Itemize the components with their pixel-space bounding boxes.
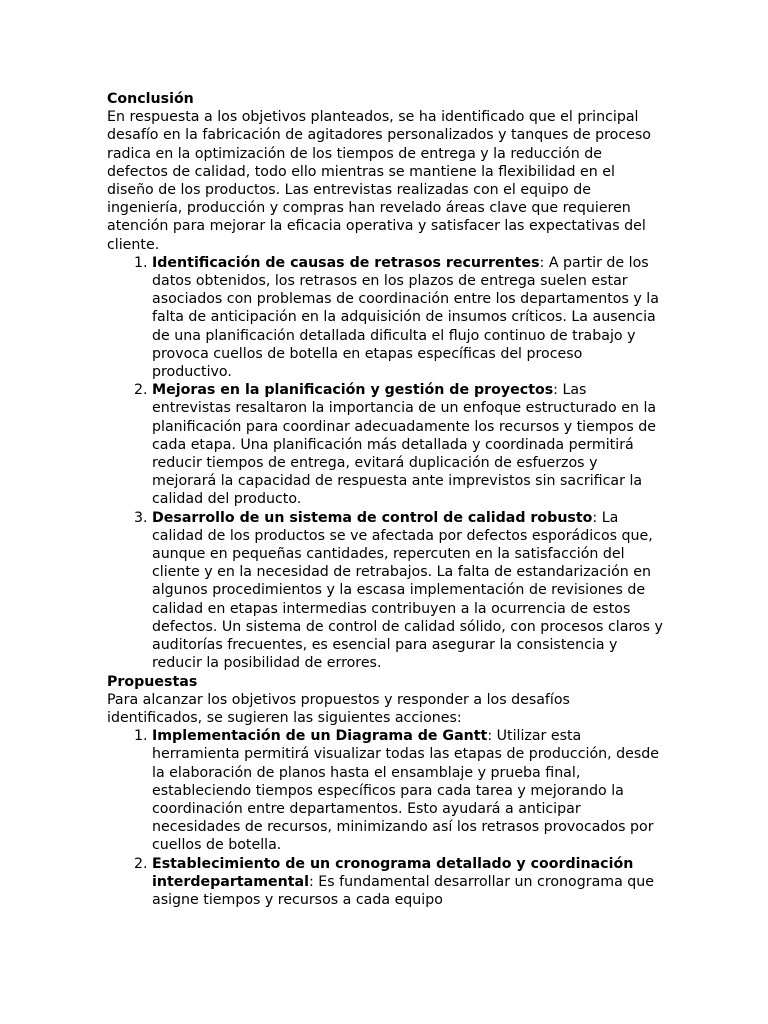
document-page bbox=[107, 90, 663, 909]
proposals-intro: Para alcanzar los objetivos propuestos y responder a los desafíos identificados, se sugieren las siguientes acciones: bbox=[107, 691, 570, 726]
proposals-item-2 bbox=[152, 855, 663, 910]
conclusion-item-2-term: Mejoras en la planificación y gestión de proyectos bbox=[152, 382, 554, 399]
conclusion-item-2-text: : Las entrevistas resaltaron la importancia de un enfoque estructurado en la planificación para coordinar adecuadamente los recursos y tiempos de cada etapa. Una planificación más detallada y coordinada permitirá reducir tiempos de entrega, evitará duplicación de esfuerzos y mejorará la capacidad de respuesta ante imprevistos sin sacrificar la calidad del producto. bbox=[152, 382, 657, 508]
proposals-section bbox=[107, 673, 663, 910]
proposals-item-1-term: Implementación de un Diagrama de Gantt bbox=[152, 728, 488, 745]
proposals-item-2-term: Establecimiento de un cronograma detallado y coordinación interdepartamental bbox=[152, 855, 634, 890]
proposals-heading: Propuestas bbox=[107, 673, 198, 690]
conclusion-item-3-text: : La calidad de los productos se ve afectada por defectos esporádicos que, aunque en pequeñas cantidades, repercuten en la satisfacción del cliente y en la necesidad de retrabajos. La falta de estandarización en algunos procedimientos y la escasa implementación de revisiones de calidad en etapas intermedias contribuyen a la ocurrencia de estos defectos. Un sistema de control de calidad sólido, con procesos claros y auditorías frecuentes, es esencial para asegurar la consistencia y reducir la posibilidad de errores. bbox=[152, 509, 663, 672]
proposals-item-2-text: : Es fundamental desarrollar un cronograma que asigne tiempos y recursos a cada equipo bbox=[152, 873, 655, 908]
conclusion-intro: En respuesta a los objetivos planteados, se ha identificado que el principal desafío en la fabricación de agitadores personalizados y tanques de proceso radica en la optimización de los tiempos de entrega y la reducción de defectos de calidad, todo ello mientras se mantiene la flexibilidad en el diseño de los productos. Las entrevistas realizadas con el equipo de ingeniería, producción y compras han revelado áreas clave que requieren atención para mejorar la eficacia operativa y satisfacer las expectativas del cliente. bbox=[107, 109, 651, 253]
conclusion-list bbox=[107, 254, 663, 673]
conclusion-item-1-term: Identificación de causas de retrasos recurrentes bbox=[152, 254, 540, 271]
proposals-item-1-text: : Utilizar esta herramienta permitirá visualizar todas las etapas de producción, desde la elaboración de planos hasta el ensamblaje y prueba final, estableciendo tiempos específicos para cada tarea y mejorando la coordinación entre departamentos. Esto ayudará a anticipar necesidades de recursos, minimizando así los retrasos provocados por cuellos de botella. bbox=[152, 728, 659, 854]
conclusion-heading: Conclusión bbox=[107, 91, 194, 107]
conclusion-item-2 bbox=[152, 381, 663, 508]
conclusion-section bbox=[107, 90, 663, 673]
conclusion-item-3-term: Desarrollo de un sistema de control de calidad robusto bbox=[152, 509, 593, 526]
proposals-list bbox=[107, 727, 663, 909]
proposals-item-1 bbox=[152, 727, 663, 854]
conclusion-item-1 bbox=[152, 254, 663, 381]
conclusion-item-1-text: : A partir de los datos obtenidos, los retrasos en los plazos de entrega suelen estar asociados con problemas de coordinación entre los departamentos y la falta de anticipación en la adquisición de insumos críticos. La ausencia de una planificación detallada dificulta el flujo continuo de trabajo y provoca cuellos de botella en etapas específicas del proceso productivo. bbox=[152, 254, 659, 381]
conclusion-item-3 bbox=[152, 509, 663, 673]
